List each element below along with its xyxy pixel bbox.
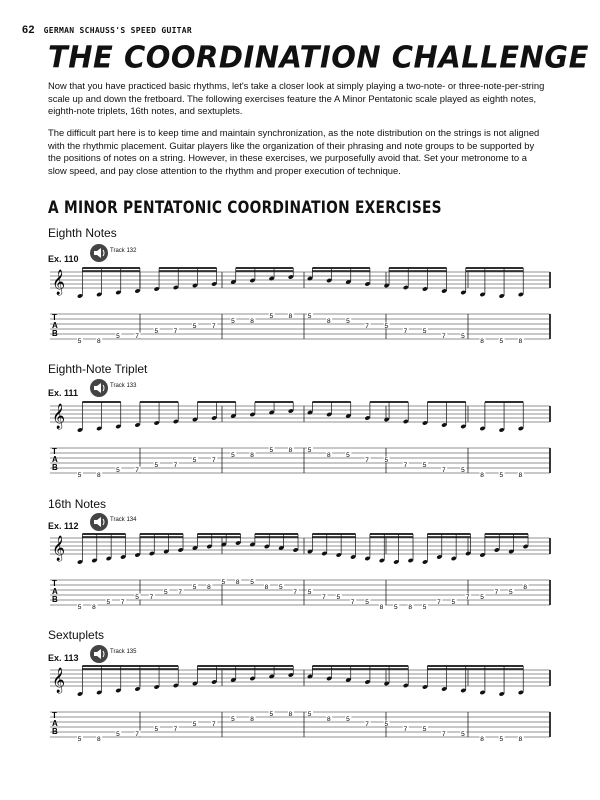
tab-number: 5 [461, 731, 465, 738]
tab-number: 5 [164, 589, 168, 596]
music-staff-ex111 [40, 396, 560, 486]
exercise-label: Sextuplets [48, 628, 105, 642]
tab-letter: T [52, 579, 57, 588]
tab-number: 5 [336, 594, 341, 601]
tab-number: 5 [384, 323, 389, 330]
tab-number: 5 [77, 472, 82, 479]
tab-letter: A [52, 719, 58, 728]
exercise-number: Ex. 110 [48, 254, 79, 264]
tab-letter: B [52, 727, 58, 736]
tab-number: 5 [384, 457, 389, 464]
tab-number: 8 [207, 584, 211, 591]
tab-number: 8 [92, 604, 96, 611]
tab-number: 5 [365, 599, 369, 606]
tab-number: 5 [422, 462, 427, 469]
tab-number: 7 [322, 594, 326, 601]
tab-number: 7 [149, 594, 154, 601]
tab-number: 5 [422, 604, 427, 611]
music-staff-ex113 [40, 660, 560, 760]
speaker-icon[interactable] [90, 244, 108, 262]
tab-number: 5 [480, 594, 484, 601]
tab-number: 8 [480, 736, 484, 743]
tab-number: 8 [326, 318, 331, 325]
exercise-label: Eighth-Note Triplet [48, 362, 148, 376]
tab-number: 5 [135, 594, 139, 601]
tab-number: 5 [116, 731, 120, 738]
tab-number: 5 [346, 716, 350, 723]
intro-paragraph: Now that you have practiced basic rhythms, let's take a closer look at simply playing a two-note- or three-note-per-string scale up and down the fretboard. The following exercises feature the A Minor Pentatonic scale played as eighth notes, eighth-note triplets, 16th notes, and sextuplets. [48, 80, 545, 117]
tab-letter: B [52, 595, 58, 604]
tab-number: 5 [346, 452, 350, 459]
body-paragraph: The difficult part here is to keep time and maintain synchronization, as the note distribution on the strings is not aligned with the rhythmic placement. Guitar players like the organization of their phrasing and note groups to be supported by the positions of notes on a string. However, in these exercises, we purposefully avoid that. Set your metronome to a slow speed, and pay close attention to the rhythm and proper execution of technique. [48, 127, 540, 176]
tab-number: 7 [403, 328, 408, 335]
tab-number: 5 [499, 472, 504, 479]
tab-number: 5 [422, 726, 427, 733]
track-number: Track 134 [110, 517, 137, 523]
tab-number: 5 [509, 589, 513, 596]
tab-number: 8 [326, 452, 331, 459]
tab-number: 8 [288, 711, 293, 718]
section-title: A MINOR PENTATONIC COORDINATION EXERCISES [48, 198, 442, 218]
tab-number: 8 [250, 318, 254, 325]
page-title: THE COORDINATION CHALLENGE [48, 39, 589, 75]
tab-number: 5 [461, 333, 465, 340]
tab-number: 5 [269, 711, 274, 718]
tab-number: 7 [173, 328, 178, 335]
tab-number: 5 [231, 716, 235, 723]
tab-number: 8 [250, 452, 254, 459]
tab-number: 8 [288, 313, 293, 320]
tab-number: 5 [116, 467, 120, 474]
treble-clef-icon: 𝄞 [52, 536, 66, 561]
treble-clef-icon: 𝄞 [52, 404, 66, 429]
tab-number: 5 [422, 328, 427, 335]
treble-clef-icon: 𝄞 [52, 668, 66, 693]
tab-number: 5 [279, 584, 283, 591]
tab-number: 5 [192, 721, 197, 728]
tab-number: 7 [365, 457, 369, 464]
tab-number: 5 [154, 726, 159, 733]
track-number: Track 133 [110, 383, 137, 389]
tab-number: 7 [211, 721, 216, 728]
tab-number: 7 [135, 333, 139, 340]
tab-number: 5 [192, 323, 197, 330]
tab-number: 5 [154, 462, 159, 469]
tab-number: 5 [154, 328, 159, 335]
exercise-number: Ex. 113 [48, 653, 79, 663]
tab-number: 5 [384, 721, 389, 728]
music-staff-ex110 [40, 262, 560, 352]
tab-number: 7 [293, 589, 298, 596]
page-number: 62 [22, 24, 35, 36]
tab-number: 5 [221, 579, 226, 586]
tab-letter: A [52, 455, 58, 464]
speaker-icon[interactable] [90, 379, 108, 397]
exercise-label: 16th Notes [48, 497, 107, 511]
tab-number: 5 [192, 457, 197, 464]
tab-letter: T [52, 711, 57, 720]
tab-number: 5 [77, 736, 82, 743]
tab-number: 8 [379, 604, 384, 611]
tab-number: 5 [307, 313, 312, 320]
tab-number: 5 [499, 338, 504, 345]
tab-number: 8 [288, 447, 293, 454]
tab-number: 7 [211, 323, 216, 330]
tab-number: 7 [441, 467, 446, 474]
tab-number: 8 [326, 716, 331, 723]
tab-number: 7 [465, 594, 470, 601]
tab-number: 7 [494, 589, 499, 596]
tab-letter: T [52, 313, 57, 322]
tab-letter: T [52, 447, 57, 456]
tab-number: 7 [135, 467, 139, 474]
tab-number: 7 [365, 721, 369, 728]
tab-number: 7 [173, 462, 178, 469]
track-number: Track 135 [110, 649, 137, 655]
tab-number: 5 [499, 736, 504, 743]
treble-clef-icon: 𝄞 [52, 270, 66, 295]
tab-number: 8 [96, 472, 101, 479]
tab-number: 7 [178, 589, 183, 596]
tab-number: 8 [480, 338, 484, 345]
tab-number: 7 [441, 333, 446, 340]
tab-number: 7 [441, 731, 446, 738]
tab-number: 5 [269, 447, 274, 454]
exercise-number: Ex. 111 [48, 388, 79, 398]
tab-number: 5 [461, 467, 465, 474]
tab-number: 5 [307, 711, 312, 718]
tab-number: 8 [518, 338, 523, 345]
tab-number: 5 [192, 584, 197, 591]
tab-number: 5 [116, 333, 120, 340]
tab-number: 8 [250, 716, 254, 723]
tab-number: 7 [365, 323, 369, 330]
tab-number: 8 [518, 472, 523, 479]
book-title: GERMAN SCHAUSS'S SPEED GUITAR [43, 26, 193, 35]
music-staff-ex112 [40, 528, 560, 618]
tab-number: 5 [307, 447, 312, 454]
tab-number: 5 [269, 313, 274, 320]
tab-number: 5 [250, 579, 254, 586]
tab-number: 8 [96, 338, 101, 345]
tab-number: 8 [264, 584, 269, 591]
tab-number: 5 [346, 318, 350, 325]
tab-letter: A [52, 587, 58, 596]
tab-number: 7 [437, 599, 441, 606]
tab-letter: B [52, 463, 58, 472]
tab-number: 7 [211, 457, 216, 464]
tab-number: 5 [77, 604, 82, 611]
tab-number: 8 [96, 736, 101, 743]
tab-number: 5 [451, 599, 456, 606]
tab-number: 7 [403, 462, 408, 469]
tab-number: 8 [235, 579, 240, 586]
tab-letter: B [52, 329, 58, 338]
tab-number: 5 [106, 599, 111, 606]
tab-number: 7 [120, 599, 125, 606]
tab-number: 8 [480, 472, 484, 479]
tab-number: 7 [135, 731, 139, 738]
tab-number: 8 [518, 736, 523, 743]
exercise-number: Ex. 112 [48, 521, 79, 531]
tab-number: 7 [403, 726, 408, 733]
tab-number: 5 [231, 452, 235, 459]
tab-number: 5 [307, 589, 312, 596]
tab-number: 8 [523, 584, 528, 591]
tab-number: 8 [408, 604, 413, 611]
page-header [22, 24, 192, 36]
tab-number: 5 [231, 318, 235, 325]
exercise-label: Eighth Notes [48, 226, 117, 240]
tab-number: 7 [350, 599, 355, 606]
tab-number: 5 [77, 338, 82, 345]
tab-number: 7 [173, 726, 178, 733]
tab-letter: A [52, 321, 58, 330]
tab-number: 5 [394, 604, 398, 611]
track-number: Track 132 [110, 248, 137, 254]
